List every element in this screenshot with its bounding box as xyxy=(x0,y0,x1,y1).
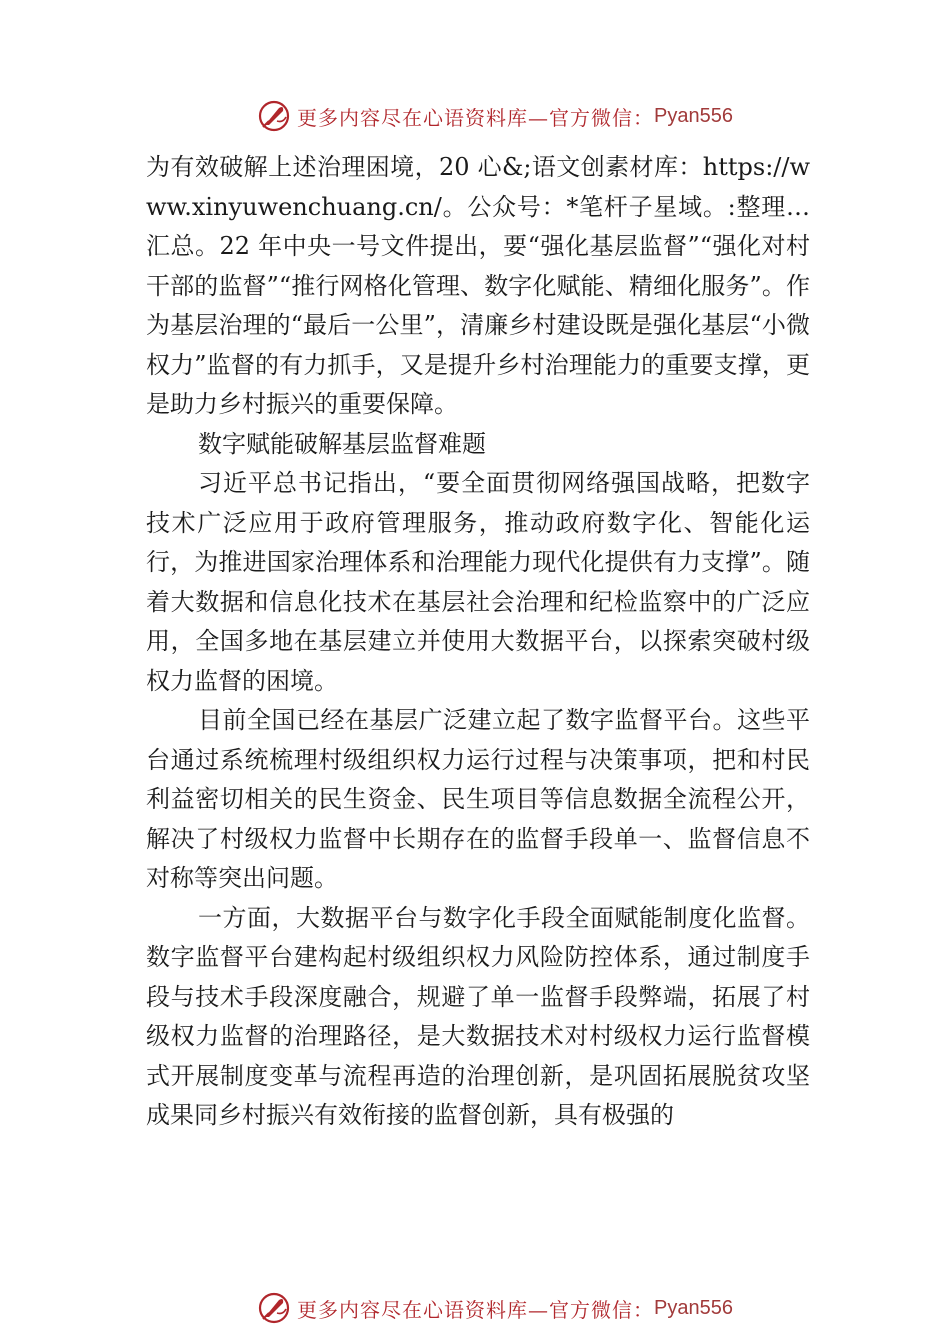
paragraph-intro: 为有效破解上述治理困境，20 心&;语文创素材库：https://www.xinyuwenchuang.cn/。公众号：*笔杆子星域。:整理…汇总。22 年中央一号文件提出，要“强化基层监督”“强化对村干部的监督”“推行网格化管理、数字化赋能、精细化服务”。作为基层治理的“最后一公里”，清廉乡村建设既是强化基层“小微权力”监督的有力抓手，又是提升乡村治理能力的重要支撑，更是助力乡村振兴的重要保障。 xyxy=(146,153,810,418)
quill-circle-logo-icon xyxy=(257,1291,291,1325)
header-banner-inner xyxy=(257,99,733,133)
paragraph-one-side: 一方面，大数据平台与数字化手段全面赋能制度化监督。数字监督平台建构起村级组织权力风险防控体系，通过制度手段与技术手段深度融合，规避了单一监督手段弊端，拓展了村级权力监督的治理路径，是大数据技术对村级权力运行监督模式开展制度变革与流程再造的治理创新，是巩固拓展脱贫攻坚成果同乡村振兴有效衔接的监督创新，具有极强的 xyxy=(146,903,810,1129)
quill-circle-logo-icon xyxy=(257,99,291,133)
document-body xyxy=(146,148,810,1136)
paragraph-platforms: 目前全国已经在基层广泛建立起了数字监督平台。这些平台通过系统梳理村级组织权力运行过程与决策事项，把和村民利益密切相关的民生资金、民生项目等信息数据全流程公开，解决了村级权力监督中长期存在的监督手段单一、监督信息不对称等突出问题。 xyxy=(146,706,810,892)
section-heading: 数字赋能破解基层监督难题 xyxy=(198,429,486,458)
footer-banner-inner xyxy=(257,1291,733,1325)
header-banner xyxy=(0,96,950,136)
banner-wechat-id: Pyan556 xyxy=(654,104,733,127)
banner-wechat-id: Pyan556 xyxy=(654,1296,733,1319)
footer-banner xyxy=(0,1288,950,1328)
banner-text: 更多内容尽在心语资料库—官方微信： xyxy=(297,105,655,130)
paragraph-xi-quote: 习近平总书记指出，“要全面贯彻网络强国战略，把数字技术广泛应用于政府管理服务，推动政府数字化、智能化运行，为推进国家治理体系和治理能力现代化提供有力支撑”。随着大数据和信息化技术在基层社会治理和纪检监察中的广泛应用，全国多地在基层建立并使用大数据平台，以探索突破村级权力监督的困境。 xyxy=(146,469,810,695)
banner-text: 更多内容尽在心语资料库—官方微信： xyxy=(297,1297,655,1322)
